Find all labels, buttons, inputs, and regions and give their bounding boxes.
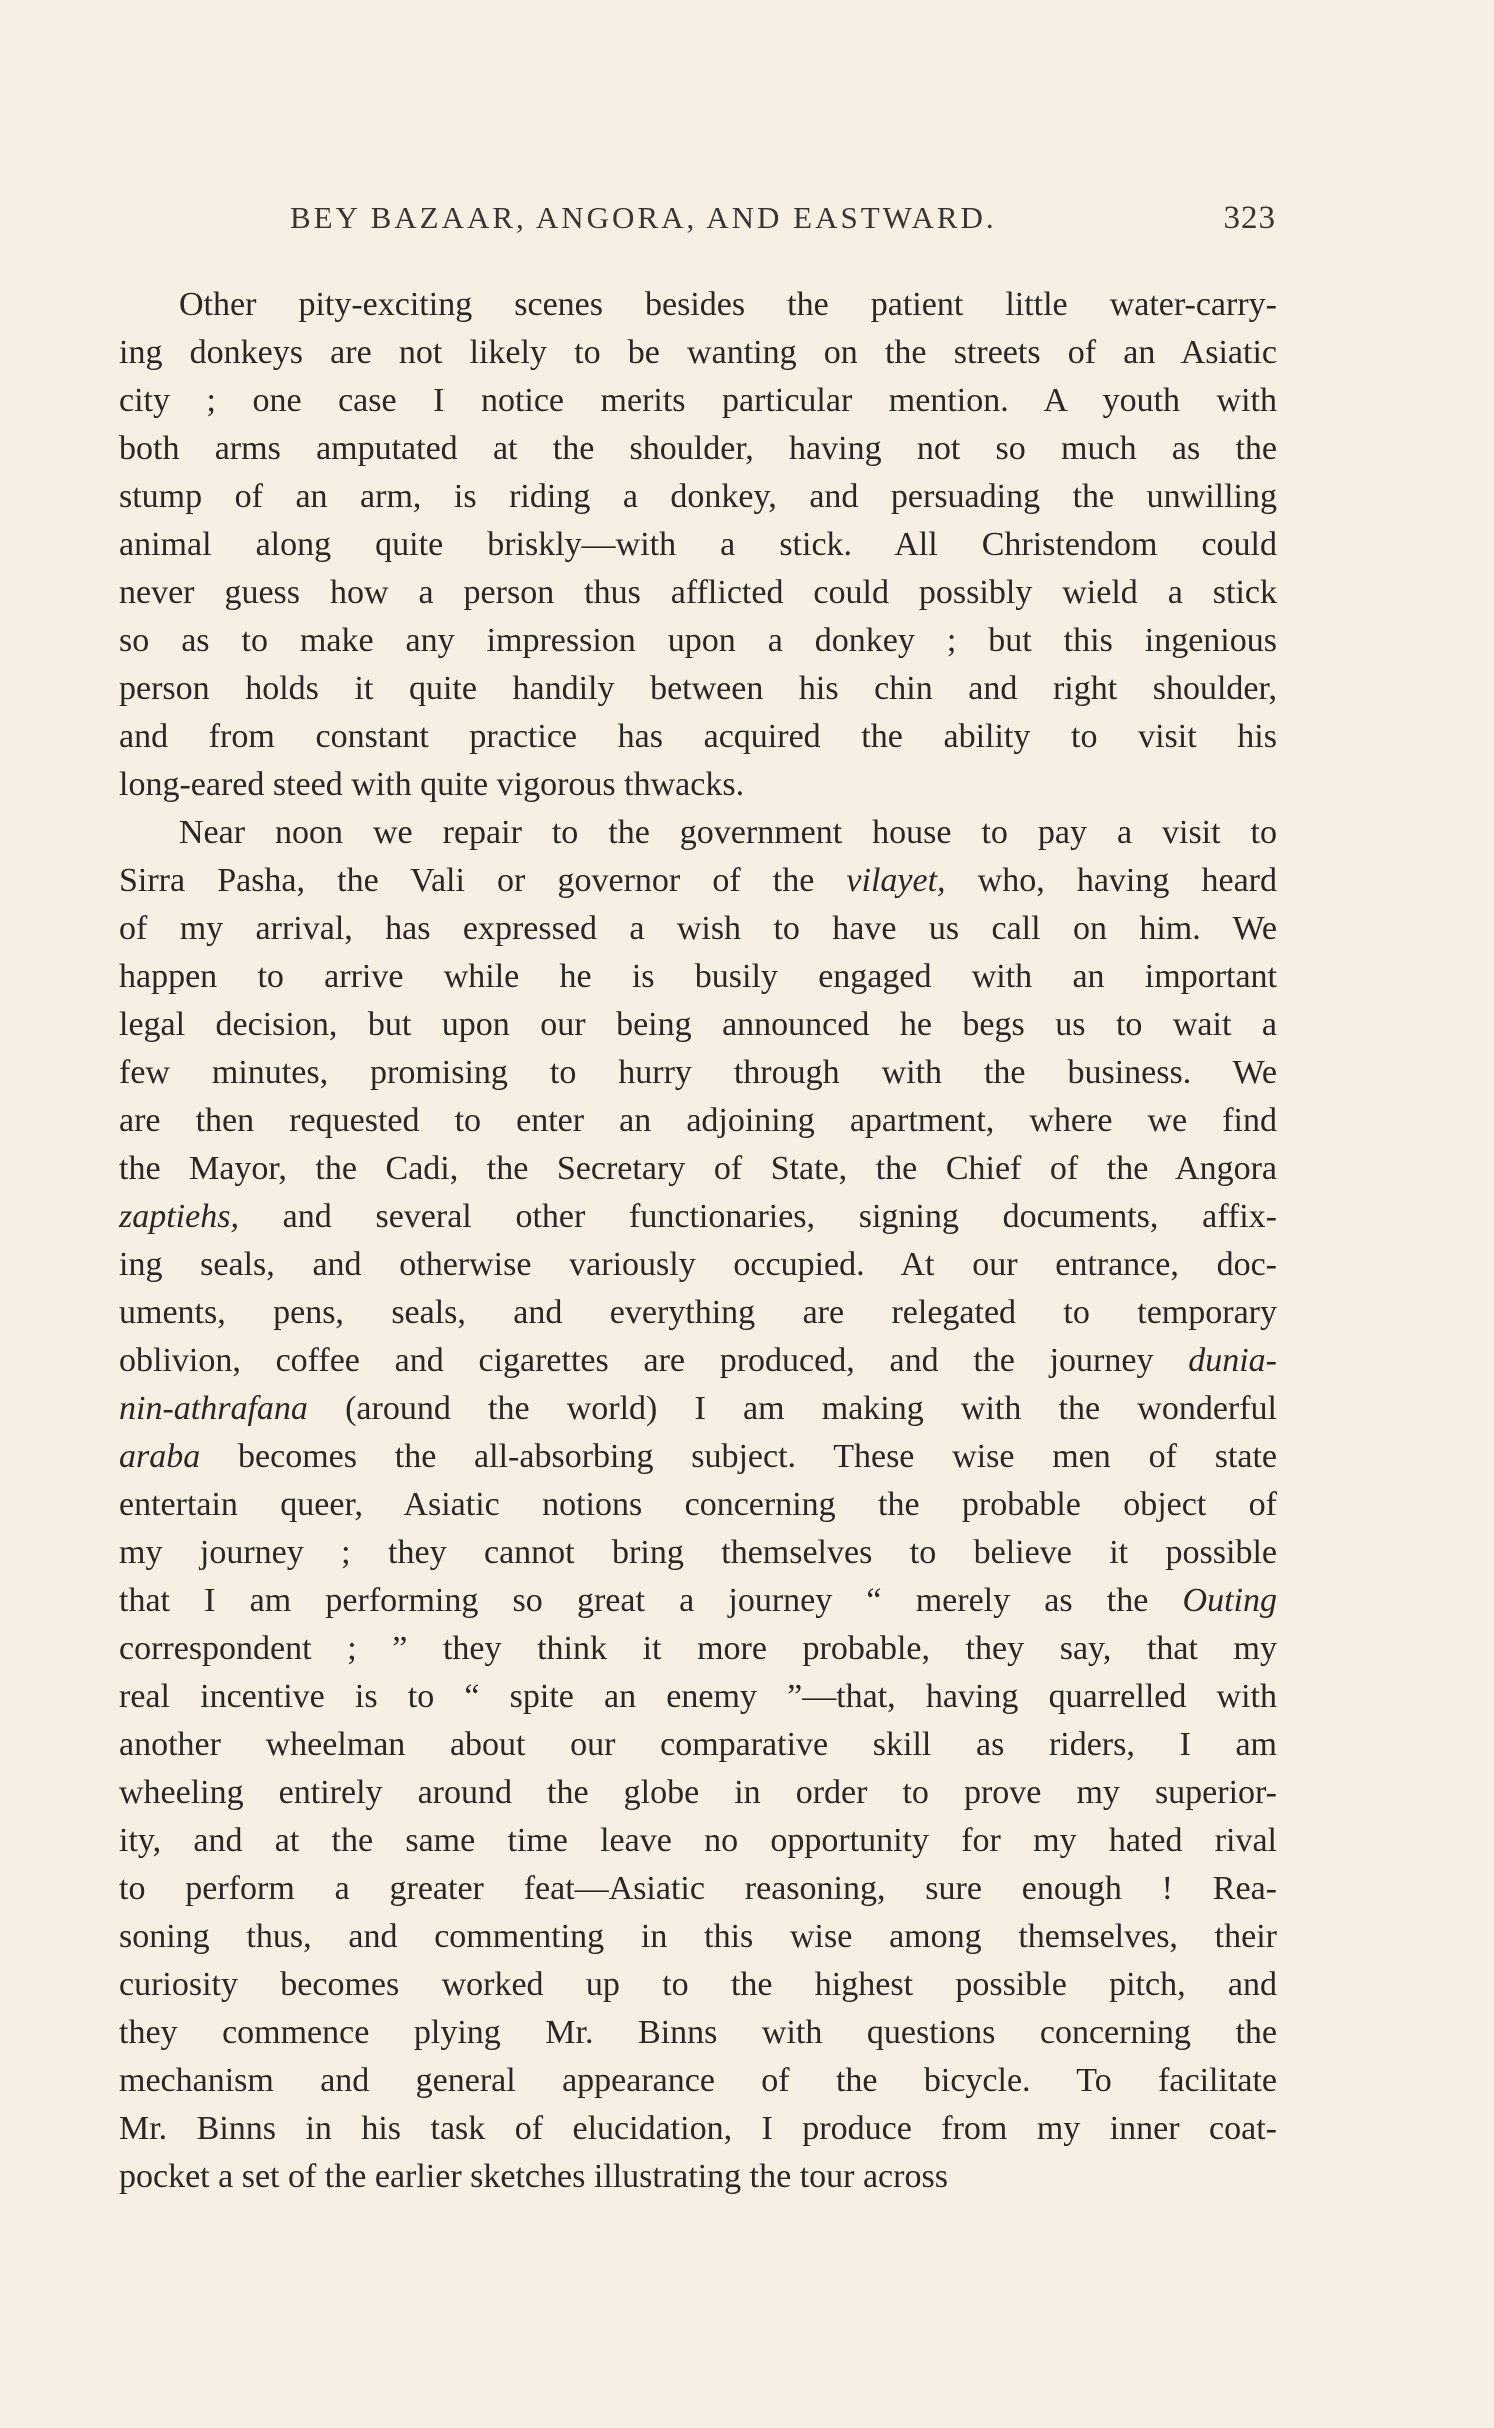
text-line: [119, 1961, 1277, 2009]
text-run: legal decision, but upon our being announced he begs us to wait a: [119, 1006, 1277, 1043]
text-run: Other pity-exciting scenes besides the patient little water-carry-: [179, 286, 1277, 323]
text-run: long-eared steed with quite vigorous thwacks.: [119, 766, 745, 803]
text-line: [119, 809, 1277, 857]
text-run: becomes the all-absorbing subject. These wise men of state: [200, 1438, 1277, 1475]
text-line: [119, 1529, 1277, 1577]
text-run: happen to arrive while he is busily engaged with an important: [119, 958, 1277, 995]
text-run: soning thus, and commenting in this wise among themselves, their: [119, 1918, 1277, 1955]
text-run: wheeling entirely around the globe in order to prove my superior-: [119, 1774, 1277, 1811]
text-line: [119, 377, 1277, 425]
text-line: [119, 1433, 1277, 1481]
text-run: of my arrival, has expressed a wish to have us call on him. We: [119, 910, 1277, 947]
text-run: so as to make any impression upon a donkey ; but this ingenious: [119, 622, 1277, 659]
text-run: and from constant practice has acquired the ability to visit his: [119, 718, 1277, 755]
text-run: they commence plying Mr. Binns with questions concerning the: [119, 2014, 1277, 2051]
italic-term: dunia-: [1188, 1342, 1277, 1379]
text-run: correspondent ; ” they think it more probable, they say, that my: [119, 1630, 1277, 1667]
text-run: are then requested to enter an adjoining apartment, where we find: [119, 1102, 1277, 1139]
text-line: [119, 1385, 1277, 1433]
text-run: real incentive is to “ spite an enemy ”—that, having quarrelled with: [119, 1678, 1277, 1715]
text-run: that I am performing so great a journey “ merely as the: [119, 1582, 1183, 1619]
text-line: [119, 521, 1277, 569]
text-line: [119, 281, 1277, 329]
italic-term: araba: [119, 1438, 201, 1475]
text-run: animal along quite briskly—with a stick. All Christendom could: [119, 526, 1277, 563]
italic-term: Outing: [1182, 1582, 1277, 1619]
text-line: [119, 905, 1277, 953]
text-run: and several other functionaries, signing documents, affix-: [238, 1198, 1277, 1235]
italic-term: vilayet,: [846, 862, 946, 899]
text-line: [119, 953, 1277, 1001]
text-run: my journey ; they cannot bring themselves to believe it possible: [119, 1534, 1277, 1571]
text-run: the Mayor, the Cadi, the Secretary of State, the Chief of the Angora: [119, 1150, 1277, 1187]
text-run: (around the world) I am making with the wonderful: [307, 1390, 1277, 1427]
text-line: [119, 425, 1277, 473]
text-run: uments, pens, seals, and everything are relegated to temporary: [119, 1294, 1277, 1331]
italic-term: zaptiehs,: [119, 1198, 239, 1235]
text-run: entertain queer, Asiatic notions concerning the probable object of: [119, 1486, 1277, 1523]
text-line: [119, 329, 1277, 377]
running-head: [290, 200, 1276, 240]
text-line: [119, 1721, 1277, 1769]
text-line: [119, 1241, 1277, 1289]
text-line: [119, 473, 1277, 521]
text-line: [119, 2153, 1277, 2201]
text-line: [119, 665, 1277, 713]
text-line: [119, 2057, 1277, 2105]
text-run: oblivion, coffee and cigarettes are produced, and the journey: [119, 1342, 1189, 1379]
text-run: city ; one case I notice merits particular mention. A youth with: [119, 382, 1277, 419]
text-line: [119, 1049, 1277, 1097]
text-line: [119, 1817, 1277, 1865]
text-run: stump of an arm, is riding a donkey, and persuading the unwilling: [119, 478, 1277, 515]
text-line: [119, 1673, 1277, 1721]
text-line: [119, 569, 1277, 617]
text-run: person holds it quite handily between his chin and right shoulder,: [119, 670, 1277, 707]
text-run: pocket a set of the earlier sketches illustrating the tour across: [119, 2158, 948, 2195]
text-run: Sirra Pasha, the Vali or governor of the: [119, 862, 847, 899]
text-run: ity, and at the same time leave no opportunity for my hated rival: [119, 1822, 1277, 1859]
text-run: Near noon we repair to the government house to pay a visit to: [179, 814, 1277, 851]
text-line: [119, 713, 1277, 761]
text-line: [119, 1337, 1277, 1385]
text-run: both arms amputated at the shoulder, having not so much as the: [119, 430, 1277, 467]
text-run: few minutes, promising to hurry through with the business. We: [119, 1054, 1277, 1091]
text-line: [119, 1577, 1277, 1625]
running-head-title: BEY BAZAAR, ANGORA, AND EASTWARD.: [290, 200, 997, 235]
italic-term: nin-athrafana: [119, 1390, 308, 1427]
text-run: mechanism and general appearance of the bicycle. To facilitate: [119, 2062, 1277, 2099]
text-line: [119, 617, 1277, 665]
body-text: [119, 281, 1277, 2201]
text-run: to perform a greater feat—Asiatic reasoning, sure enough ! Rea-: [119, 1870, 1277, 1907]
text-line: [119, 2009, 1277, 2057]
text-line: [119, 761, 1277, 809]
text-run: ing seals, and otherwise variously occupied. At our entrance, doc-: [119, 1246, 1277, 1283]
text-line: [119, 857, 1277, 905]
text-run: curiosity becomes worked up to the highest possible pitch, and: [119, 1966, 1277, 2003]
text-line: [119, 1145, 1277, 1193]
text-run: never guess how a person thus afflicted could possibly wield a stick: [119, 574, 1277, 611]
text-run: who, having heard: [945, 862, 1277, 899]
text-line: [119, 1097, 1277, 1145]
text-line: [119, 1289, 1277, 1337]
text-run: ing donkeys are not likely to be wanting on the streets of an Asiatic: [119, 334, 1277, 371]
text-line: [119, 1001, 1277, 1049]
text-run: Mr. Binns in his task of elucidation, I produce from my inner coat-: [119, 2110, 1277, 2147]
text-line: [119, 1865, 1277, 1913]
text-line: [119, 1913, 1277, 1961]
text-line: [119, 1481, 1277, 1529]
text-line: [119, 1625, 1277, 1673]
page-number: 323: [1223, 200, 1276, 236]
text-run: another wheelman about our comparative skill as riders, I am: [119, 1726, 1277, 1763]
text-line: [119, 1193, 1277, 1241]
text-line: [119, 1769, 1277, 1817]
text-line: [119, 2105, 1277, 2153]
